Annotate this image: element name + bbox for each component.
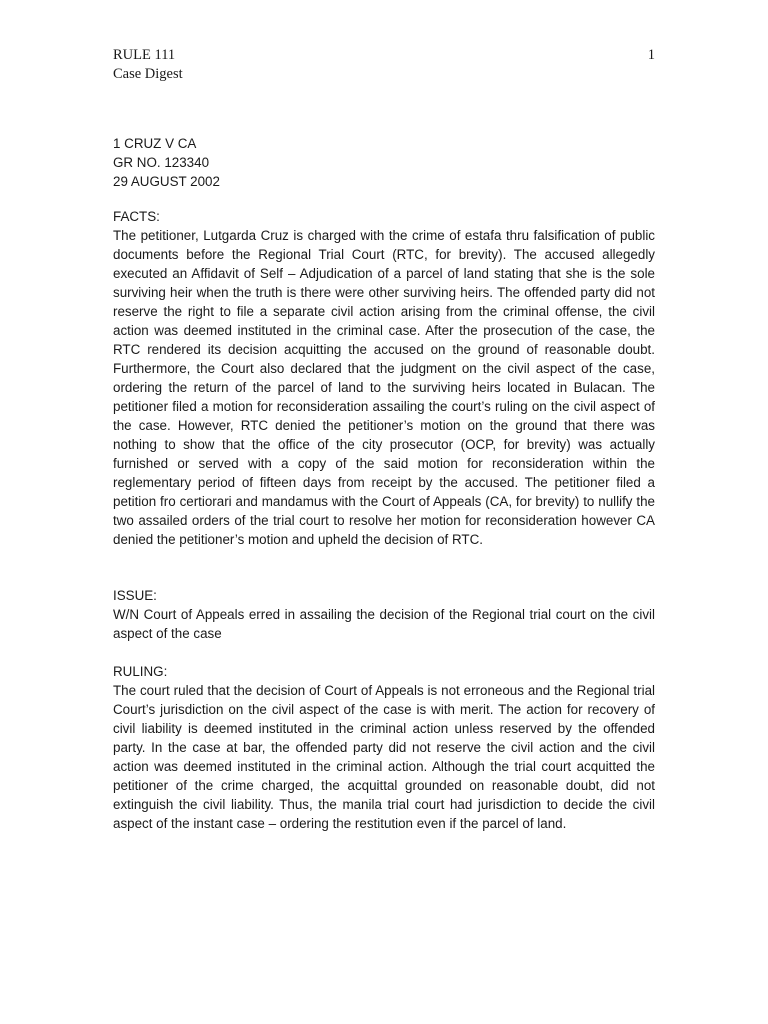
issue-paragraph: W/N Court of Appeals erred in assailing the decision of the Regional trial court on the civil aspect of the case [113,607,655,641]
ruling-section [113,662,655,833]
case-gr-number: GR NO. 123340 [113,155,210,170]
issue-heading: ISSUE: [113,588,157,603]
case-meta [113,134,655,191]
facts-heading: FACTS: [113,209,160,224]
facts-section [113,207,655,549]
facts-paragraph: The petitioner, Lutgarda Cruz is charged with the crime of estafa thru falsification of public documents before the Regional Trial Court (RTC, for brevity). The accused allegedly executed an Affidavit of Self – Adjudication of a parcel of land stating that she is the sole surviving heir when the truth is there were other surviving heirs. The offended party did not reserve the right to file a separate civil action arising from the criminal offense, the civil action was deemed instituted in the criminal case. After the prosecution of the case, the RTC rendered its decision acquitting the accused on the ground of reasonable doubt. Furthermore, the Court also declared that the judgment on the civil aspect of the case, ordering the return of the parcel of land to the surviving heirs located in Bulacan. The petitioner filed a motion for reconsideration assailing the court’s ruling on the civil aspect of the case. However, RTC denied the petitioner’s motion on the ground that there was nothing to show that the office of the city prosecutor (OCP, for brevity) was actually furnished or served with a copy of the said motion for reconsideration within the reglementary period of fifteen days from receipt by the accused. The petitioner filed a petition fro certiorari and mandamus with the Court of Appeals (CA, for brevity) to nullify the two assailed orders of the trial court to resolve her motion for reconsideration however CA denied the petitioner’s motion and upheld the decision of RTC. [113,228,655,547]
issue-section [113,586,655,643]
page-number: 1 [647,47,655,63]
case-date: 29 AUGUST 2002 [113,174,220,189]
rule-title: RULE 111 [113,47,176,63]
ruling-heading: RULING: [113,664,168,679]
case-title: 1 CRUZ V CA [113,136,197,151]
document-subtitle: Case Digest [113,66,183,82]
ruling-paragraph: The court ruled that the decision of Court of Appeals is not erroneous and the Regional trial Court’s jurisdiction on the civil aspect of the case is with merit. The action for recovery of civil liability is deemed instituted in the criminal action unless reserved by the offended party. In the case at bar, the offended party did not reserve the civil action and the civil action was deemed instituted in the criminal action. Although the trial court acquitted the petitioner of the crime charged, the acquittal grounded on reasonable doubt, did not extinguish the civil liability. Thus, the manila trial court had jurisdiction to decide the civil aspect of the instant case – ordering the restitution even if the parcel of land. [113,683,655,831]
page-header [113,46,183,84]
